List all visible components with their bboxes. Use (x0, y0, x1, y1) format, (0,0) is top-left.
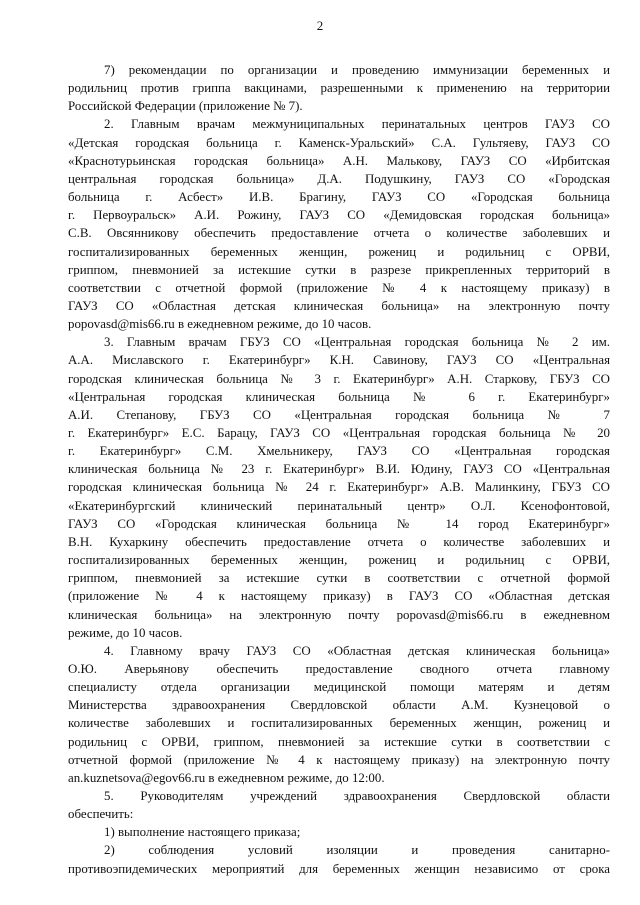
text-line: 3. Главным врачам ГБУЗ СО «Центральная городская больница № 2 им. (104, 335, 610, 350)
text-line: «Краснотурьинская городская больница» А.Н. Малькову, ГАУЗ СО «Ирбитская (68, 153, 610, 168)
text-line: г. Екатеринбург» Е.С. Барацу, ГАУЗ СО «Центральная городская больница № 20 (68, 426, 610, 440)
text-line: (приложение № 4 к настоящему приказу) в ГАУЗ СО «Областная детская (68, 589, 610, 604)
text-line: 7) рекомендации по организации и проведению иммунизации беременных и (104, 63, 610, 77)
text-line: обеспечить: (68, 807, 134, 822)
text-line: отчетной формой (приложение № 4 к настоящему приказу) на электронную почту (68, 752, 610, 767)
text-line: А.И. Степанову, ГБУЗ СО «Центральная городская больница № 7 (68, 407, 610, 422)
text-line: госпитализированных беременных женщин, рожениц и родильниц с ОРВИ, (68, 553, 610, 568)
text-line: городская клиническая больница № 3 г. Екатеринбург» А.Н. Старкову, ГБУЗ СО (68, 371, 610, 386)
text-line: городская клиническая больница № 24 г. Екатеринбург» А.В. Малинкину, ГБУЗ СО (68, 480, 610, 495)
text-line: клиническая больница № 23 г. Екатеринбург» В.И. Юдину, ГАУЗ СО «Центральная (68, 462, 610, 477)
text-line: специалисту отдела организации медицинской помощи матерям и детям (68, 680, 610, 695)
text-line: центральная городская больница» Д.А. Подушкину, ГАУЗ СО «Городская (68, 171, 610, 186)
text-line: 1) выполнение настоящего приказа; (104, 825, 301, 840)
text-line: Российской Федерации (приложение № 7). (68, 99, 303, 114)
text-line: противоэпидемических мероприятий для беременных женщин независимо от срока (68, 861, 610, 876)
text-line: О.Ю. Аверьянову обеспечить предоставление сводного отчета главному (68, 661, 610, 676)
text-line: С.В. Овсянникову обеспечить предоставление отчета о количестве заболевших и (68, 226, 610, 241)
text-line: «Центральная городская клиническая больница № 6 г. Екатеринбург» (68, 389, 610, 404)
text-line: гриппом, пневмонией за истекшие сутки в соответствии с отчетной формой (68, 571, 610, 586)
text-line: больница г. Асбест» И.В. Брагину, ГАУЗ СО «Городская больница (68, 190, 610, 205)
page-number: 2 (316, 18, 324, 33)
text-line: 4. Главному врачу ГАУЗ СО «Областная детская клиническая больница» (104, 643, 610, 658)
text-line: А.А. Миславского г. Екатеринбург» К.Н. Савинову, ГАУЗ СО «Центральная (68, 353, 610, 368)
text-line: 5. Руководителям учреждений здравоохранения Свердловской области (104, 789, 610, 803)
text-line: режиме, до 10 часов. (68, 625, 183, 640)
text-line: popovasd@mis66.ru в ежедневном режиме, до 10 часов. (68, 317, 372, 332)
text-line: ГАУЗ СО «Областная детская клиническая больница» на электронную почту (68, 298, 610, 313)
text-line: Министерства здравоохранения Свердловской области А.М. Кузнецовой о (68, 698, 610, 713)
text-line: соответствии с отчетной формой (приложение № 4 к настоящему приказу) в (68, 280, 610, 295)
text-line: госпитализированных беременных женщин, рожениц и родильниц с ОРВИ, (68, 244, 610, 259)
text-line: г. Первоуральск» А.И. Рожину, ГАУЗ СО «Демидовская городская больница» (68, 208, 610, 223)
text-line: родильниц против гриппа вакцинами, разрешенными к применению на территории (68, 81, 610, 96)
text-line: гриппом, пневмонией за истекшие сутки в разрезе прикрепленных территорий в (68, 262, 610, 277)
text-line: г. Екатеринбург» С.М. Хмельникеру, ГАУЗ СО «Центральная городская (68, 444, 610, 459)
text-line: количестве заболевших и госпитализированных беременных женщин, рожениц и (68, 716, 610, 731)
text-line: 2) соблюдения условий изоляции и проведения санитарно- (104, 843, 610, 858)
text-line: ГАУЗ СО «Городская клиническая больница № 14 город Екатеринбург» (68, 516, 610, 531)
text-line: an.kuznetsova@egov66.ru в ежедневном режиме, до 12:00. (68, 770, 385, 785)
text-line: «Детская городская больница г. Каменск-Уральский» С.А. Гультяеву, ГАУЗ СО (68, 135, 610, 150)
text-line: клиническая больница» на электронную почту popovasd@mis66.ru в ежедневном (68, 607, 610, 622)
text-line: родильниц с ОРВИ, гриппом, пневмонией за истекшие сутки в соответствии с (68, 734, 610, 749)
text-line: В.Н. Кухаркину обеспечить предоставление отчета о количестве заболевших и (68, 534, 610, 549)
text-line: «Екатеринбургский клинический перинатальный центр» О.Л. Ксенофонтовой, (68, 498, 610, 513)
text-line: 2. Главным врачам межмуниципальных перинатальных центров ГАУЗ СО (104, 117, 610, 132)
